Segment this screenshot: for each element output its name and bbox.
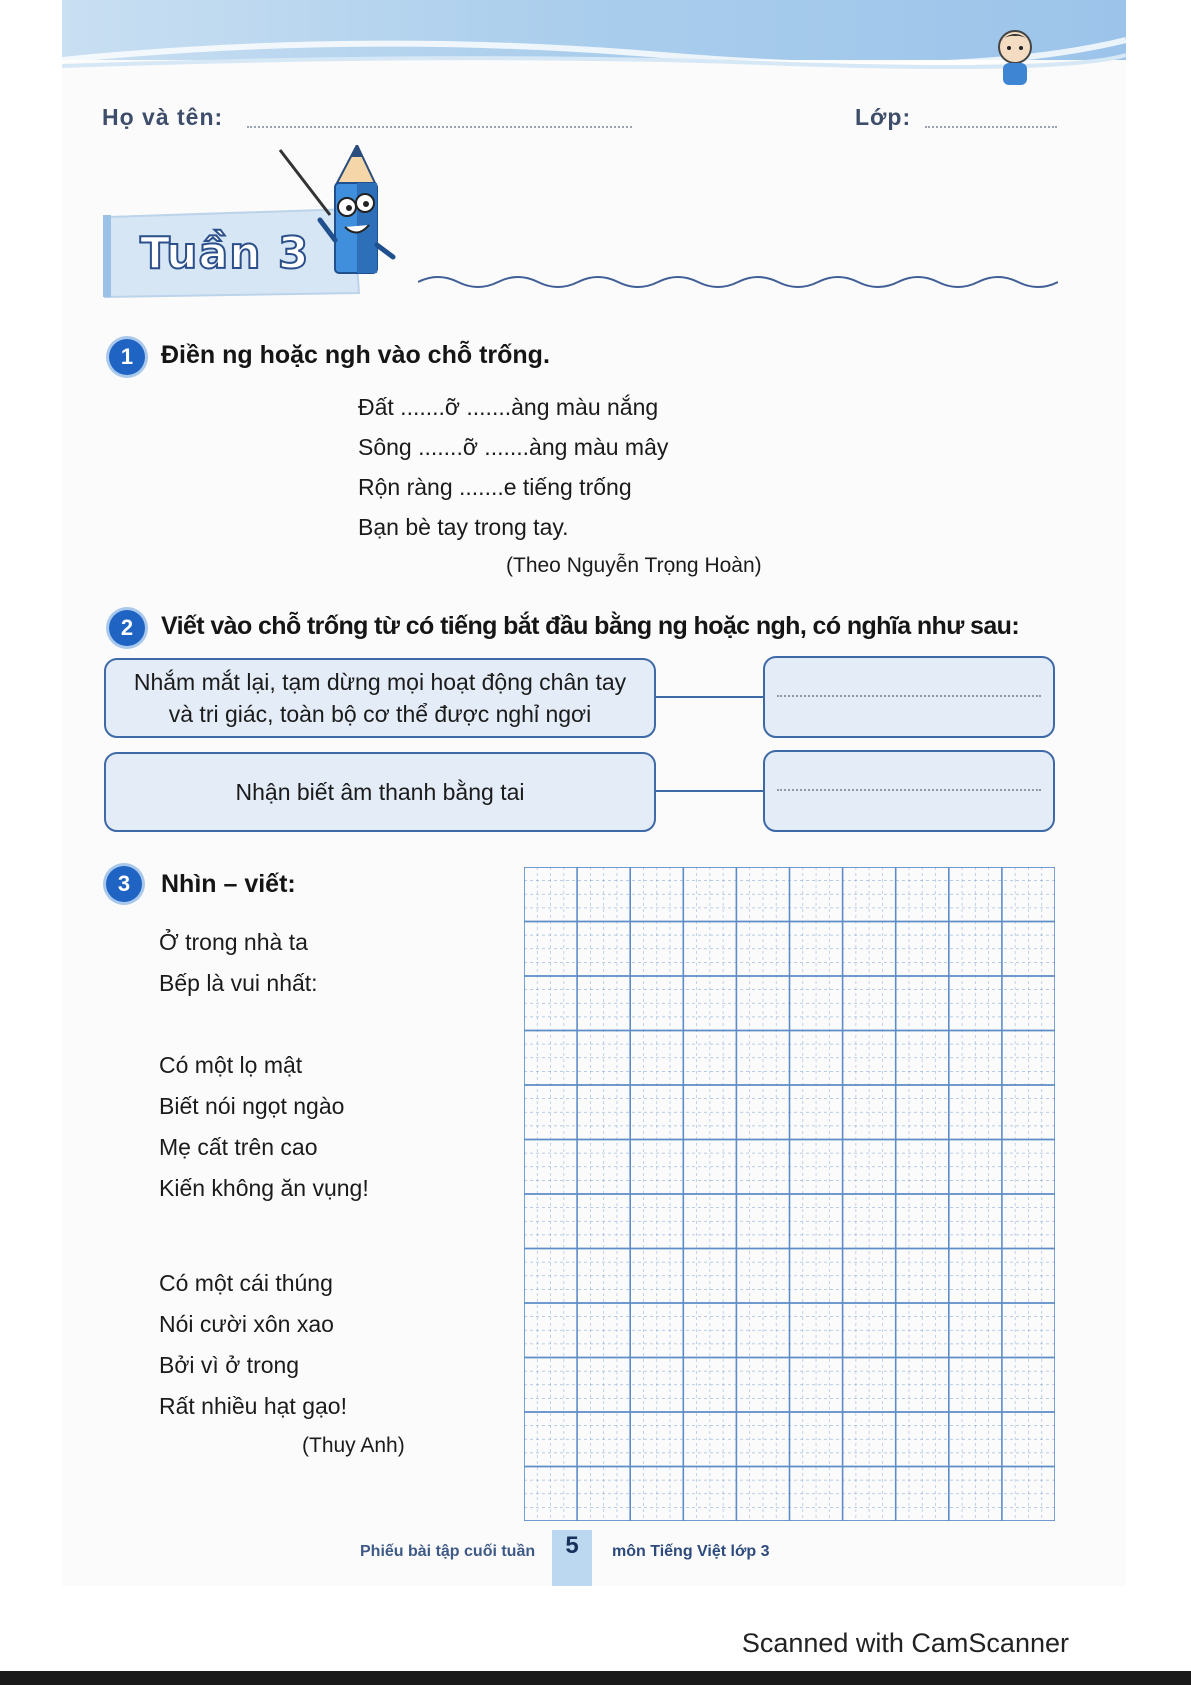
q3-line: Có một lọ mật xyxy=(159,1052,303,1078)
scanner-watermark: Scanned with CamScanner xyxy=(741,1628,1069,1658)
q3-line: Bếp là vui nhất: xyxy=(159,970,318,996)
question-3-title: Nhìn – viết: xyxy=(161,870,296,898)
answer-box-2[interactable] xyxy=(763,750,1055,832)
class-field[interactable] xyxy=(925,126,1057,128)
q3-line: Bởi vì ở trong xyxy=(159,1352,300,1378)
q3-line: Có một cái thúng xyxy=(159,1270,333,1296)
q1-citation: (Theo Nguyễn Trọng Hoàn) xyxy=(506,554,762,577)
footer-left-text: Phiếu bài tập cuối tuần xyxy=(360,1543,536,1560)
boy-icon xyxy=(985,25,1045,90)
q3-line: Kiến không ăn vụng! xyxy=(159,1175,369,1201)
bottom-bar xyxy=(0,1671,1191,1685)
q3-line: Rất nhiều hạt gạo! xyxy=(159,1393,347,1419)
q3-line: Biết nói ngọt ngào xyxy=(159,1093,345,1119)
week-title: Tuần 3 xyxy=(140,228,310,279)
meaning-box-2 xyxy=(104,752,656,832)
q3-line: Ở trong nhà ta xyxy=(159,929,308,955)
footer-right-text: môn Tiếng Việt lớp 3 xyxy=(612,1543,770,1560)
meaning-box-1 xyxy=(104,658,656,738)
question-2-title: Viết vào chỗ trống từ có tiếng bắt đầu bằng ng hoặc ngh, có nghĩa như sau: xyxy=(161,612,1020,640)
q3-line: Nói cười xôn xao xyxy=(159,1311,334,1337)
question-1-title: Điền ng hoặc ngh vào chỗ trống. xyxy=(161,341,550,369)
meaning-box-1-line: và tri giác, toàn bộ cơ thể được nghỉ ngơi xyxy=(168,701,592,727)
name-label: Họ và tên: xyxy=(102,104,224,130)
q1-line: Rộn ràng .......e tiếng trống xyxy=(358,474,632,500)
pencil-mascot-icon xyxy=(275,145,405,285)
page-number: 5 xyxy=(565,1532,579,1559)
q1-line: Bạn bè tay trong tay. xyxy=(358,514,569,540)
question-1-number: 1 xyxy=(109,339,145,375)
meaning-box-2-line: Nhận biết âm thanh bằng tai xyxy=(235,779,525,805)
q1-line: Sông .......ỡ .......àng màu mây xyxy=(358,434,669,460)
question-3-number: 3 xyxy=(106,866,142,902)
connector-line xyxy=(654,696,764,698)
name-field[interactable] xyxy=(247,126,632,128)
header-band xyxy=(62,0,1126,80)
writing-grid[interactable] xyxy=(524,867,1055,1521)
q1-line: Đất .......ỡ .......àng màu nắng xyxy=(358,394,659,420)
answer-box-1[interactable] xyxy=(763,656,1055,738)
question-2-number: 2 xyxy=(109,610,145,646)
connector-line xyxy=(654,790,764,792)
class-label: Lớp: xyxy=(855,104,912,130)
wave-divider xyxy=(418,272,1058,292)
q3-line: Mẹ cất trên cao xyxy=(159,1134,318,1160)
q3-citation: (Thuy Anh) xyxy=(302,1434,405,1457)
meaning-box-1-line: Nhắm mắt lại, tạm dừng mọi hoạt động chân tay xyxy=(133,669,627,695)
